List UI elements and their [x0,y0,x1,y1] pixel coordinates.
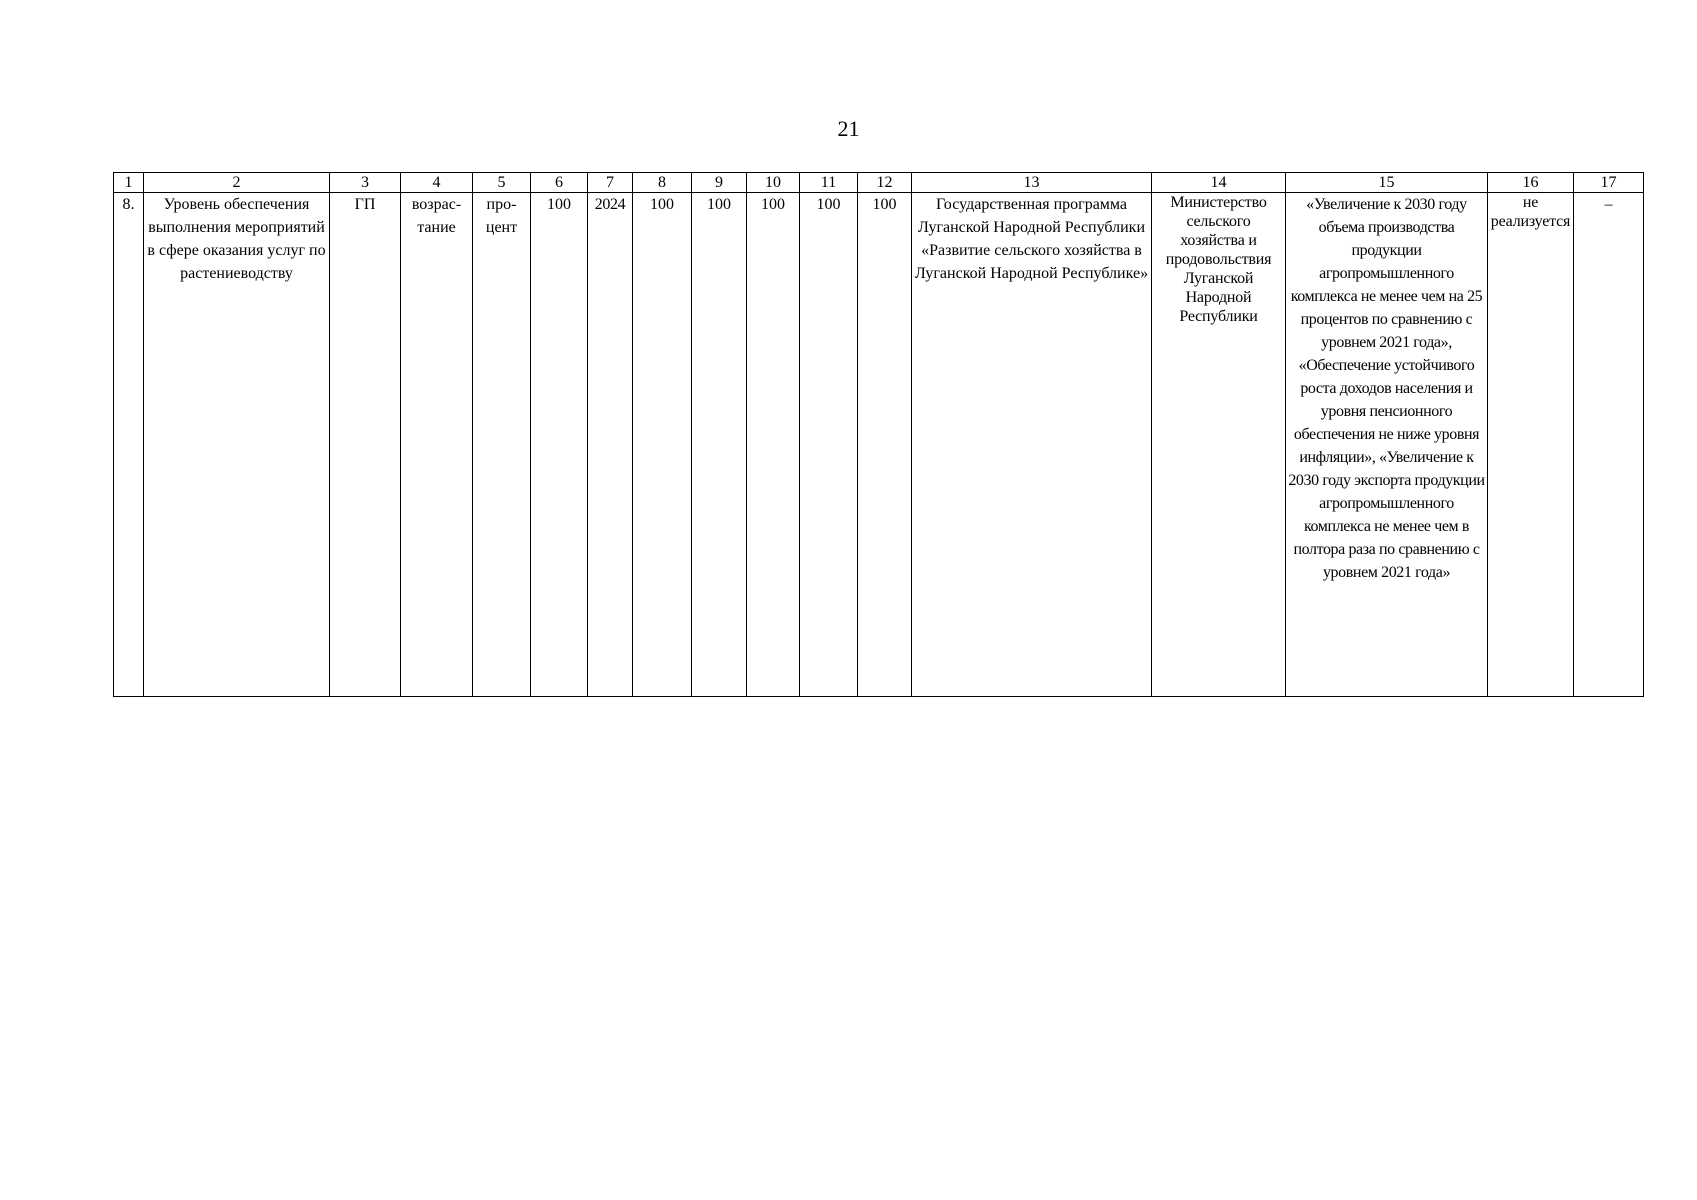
page-number: 21 [837,116,860,141]
column-header: 4 [401,173,473,193]
cell-value-12: 100 [858,193,912,697]
cell-base-value: 100 [531,193,588,697]
cell-base-year: 2024 [588,193,633,697]
column-header: 17 [1574,173,1644,193]
column-header: 9 [692,173,747,193]
cell-national-goals: «Увеличение к 2030 году объема производства продукции агропромышленного комплекса не менее чем на 25 процентов по сравнению с уровнем 2021 года», «Обеспечение устойчивого роста доходов населения и уровня пенсионного обеспечения не ниже уровня инфляции», «Увеличение к 2030 году экспорта продукции агропромышленного комплекса не менее чем в полтора раза по сравнению с уровнем 2021 года» [1286,193,1488,697]
cell-indicator-name: Уровень обеспечения выполнения мероприятий в сфере оказания услуг по растениеводству [144,193,330,697]
column-header: 6 [531,173,588,193]
cell-level: ГП [330,193,401,697]
column-header: 7 [588,173,633,193]
table-row [114,193,1644,697]
column-header: 1 [114,173,144,193]
cell-value-11: 100 [800,193,858,697]
column-header: 12 [858,173,912,193]
column-header: 10 [747,173,800,193]
cell-responsible: Министерство сельского хозяйства и продовольствия Луганской Народной Республики [1152,193,1286,697]
cell-info-system: – [1574,193,1644,697]
cell-unit: про-цент [473,193,531,697]
cell-value-9: 100 [692,193,747,697]
column-header: 2 [144,173,330,193]
indicators-table [113,172,1644,697]
column-header: 3 [330,173,401,193]
column-header: 13 [912,173,1152,193]
cell-status: не реализуется [1488,193,1574,697]
table-header-row [114,173,1644,193]
column-header: 5 [473,173,531,193]
column-header: 16 [1488,173,1574,193]
column-header: 15 [1286,173,1488,193]
cell-value-10: 100 [747,193,800,697]
column-header: 14 [1152,173,1286,193]
column-header: 8 [633,173,692,193]
column-header: 11 [800,173,858,193]
cell-trend: возрас-тание [401,193,473,697]
cell-row-number: 8. [114,193,144,697]
cell-value-8: 100 [633,193,692,697]
cell-document: Государственная программа Луганской Народной Республики «Развитие сельского хозяйства в Луганской Народной Республике» [912,193,1152,697]
